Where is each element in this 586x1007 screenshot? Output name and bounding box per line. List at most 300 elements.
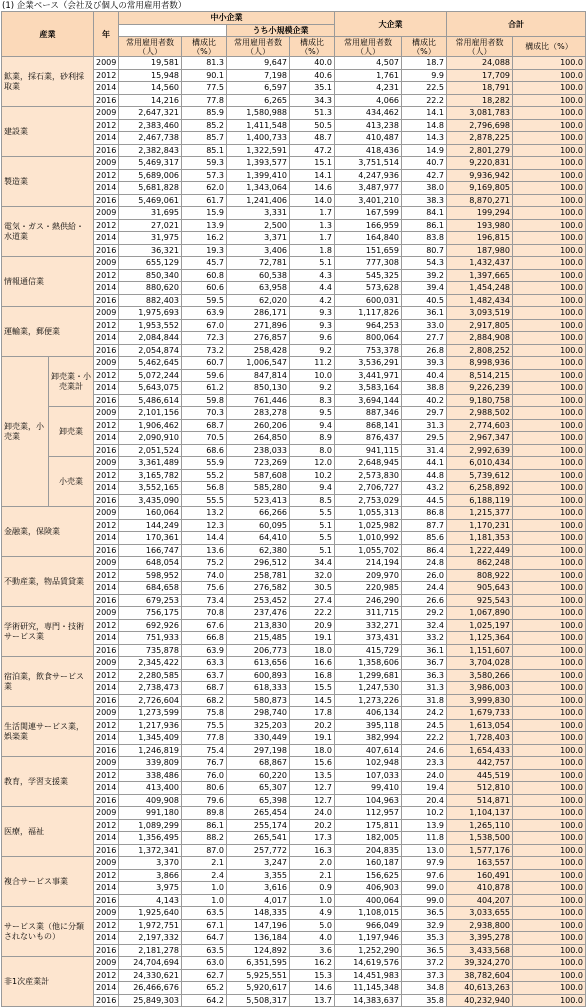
sme-ratio-cell: 77.8: [182, 732, 227, 745]
total-employees-cell: 8,514,215: [447, 369, 513, 382]
large-ratio-cell: 13.9: [402, 819, 447, 832]
total-ratio-cell: 100.0: [513, 819, 586, 832]
sme-employees-cell: 2,738,473: [119, 682, 182, 695]
large-employees-cell: 407,614: [335, 744, 402, 757]
total-ratio-cell: 100.0: [513, 619, 586, 632]
large-employees-cell: 777,308: [335, 257, 402, 270]
small-ratio-cell: 40.6: [290, 69, 335, 82]
table-row: [2, 357, 586, 370]
small-employees-cell: 215,485: [227, 632, 290, 645]
small-ratio-cell: 19.1: [290, 632, 335, 645]
small-employees-cell: 1,400,733: [227, 132, 290, 145]
total-ratio-cell: 100.0: [513, 282, 586, 295]
year-cell: 2012: [94, 919, 119, 932]
large-employees-cell: 164,840: [335, 232, 402, 245]
header-large-employees: 常用雇用者数（人）: [335, 37, 402, 57]
total-employees-cell: 410,878: [447, 882, 513, 895]
small-employees-cell: 213,830: [227, 619, 290, 632]
total-ratio-cell: 100.0: [513, 994, 586, 1007]
table-row: [2, 957, 586, 970]
year-cell: 2009: [94, 57, 119, 70]
large-ratio-cell: 99.0: [402, 894, 447, 907]
total-ratio-cell: 100.0: [513, 707, 586, 720]
small-ratio-cell: 34.3: [290, 94, 335, 107]
sme-ratio-cell: 57.3: [182, 169, 227, 182]
large-ratio-cell: 86.8: [402, 507, 447, 520]
sme-employees-cell: 2,054,874: [119, 344, 182, 357]
large-ratio-cell: 44.1: [402, 457, 447, 470]
small-ratio-cell: 14.0: [290, 194, 335, 207]
large-employees-cell: 1,010,992: [335, 532, 402, 545]
small-ratio-cell: 0.9: [290, 882, 335, 895]
total-employees-cell: 3,986,003: [447, 682, 513, 695]
sme-ratio-cell: 76.7: [182, 757, 227, 770]
large-employees-cell: 14,619,576: [335, 957, 402, 970]
small-employees-cell: 2,500: [227, 219, 290, 232]
small-ratio-cell: 50.5: [290, 119, 335, 132]
sme-employees-cell: 1,906,462: [119, 419, 182, 432]
small-employees-cell: 3,247: [227, 857, 290, 870]
industry-cell: 非1次産業計: [2, 957, 94, 1007]
total-ratio-cell: 100.0: [513, 594, 586, 607]
year-cell: 2016: [94, 894, 119, 907]
industry-cell: 生活関連サービス業，娯楽業: [2, 707, 94, 757]
total-ratio-cell: 100.0: [513, 269, 586, 282]
year-cell: 2009: [94, 707, 119, 720]
large-ratio-cell: 36.1: [402, 644, 447, 657]
large-ratio-cell: 26.8: [402, 344, 447, 357]
sme-ratio-cell: 2.4: [182, 869, 227, 882]
sme-employees-cell: 1,089,299: [119, 819, 182, 832]
small-employees-cell: 62,380: [227, 544, 290, 557]
total-employees-cell: 1,181,353: [447, 532, 513, 545]
year-cell: 2009: [94, 657, 119, 670]
small-employees-cell: 3,371: [227, 232, 290, 245]
sme-employees-cell: 1,356,495: [119, 832, 182, 845]
year-cell: 2012: [94, 469, 119, 482]
small-ratio-cell: 18.0: [290, 744, 335, 757]
small-ratio-cell: 15.1: [290, 157, 335, 170]
total-employees-cell: 1,728,403: [447, 732, 513, 745]
large-employees-cell: 868,141: [335, 419, 402, 432]
total-employees-cell: 6,188,119: [447, 494, 513, 507]
year-cell: 2014: [94, 782, 119, 795]
sme-employees-cell: 735,878: [119, 644, 182, 657]
year-cell: 2012: [94, 219, 119, 232]
total-employees-cell: 2,938,800: [447, 919, 513, 932]
sme-ratio-cell: 68.6: [182, 444, 227, 457]
year-cell: 2014: [94, 482, 119, 495]
large-ratio-cell: 31.3: [402, 419, 447, 432]
sme-employees-cell: 1,975,693: [119, 307, 182, 320]
small-ratio-cell: 24.0: [290, 807, 335, 820]
industry-cell: 卸売業，小売業: [2, 357, 49, 507]
table-row: [2, 157, 586, 170]
large-employees-cell: 204,835: [335, 844, 402, 857]
total-employees-cell: 2,917,805: [447, 319, 513, 332]
small-ratio-cell: 4.9: [290, 907, 335, 920]
sme-employees-cell: 756,175: [119, 607, 182, 620]
sme-employees-cell: 2,345,422: [119, 657, 182, 670]
total-employees-cell: 1,151,607: [447, 644, 513, 657]
large-employees-cell: 151,659: [335, 244, 402, 257]
large-ratio-cell: 13.0: [402, 844, 447, 857]
total-ratio-cell: 100.0: [513, 857, 586, 870]
small-ratio-cell: 19.1: [290, 732, 335, 745]
industry-cell: 運輸業，郵便業: [2, 307, 94, 357]
large-employees-cell: 220,985: [335, 582, 402, 595]
large-ratio-cell: 14.3: [402, 132, 447, 145]
large-employees-cell: 964,253: [335, 319, 402, 332]
total-employees-cell: 1,679,733: [447, 707, 513, 720]
small-employees-cell: 271,896: [227, 319, 290, 332]
sme-ratio-cell: 67.1: [182, 919, 227, 932]
small-employees-cell: 6,265: [227, 94, 290, 107]
table-row: [2, 257, 586, 270]
total-employees-cell: 199,294: [447, 207, 513, 220]
large-ratio-cell: 86.4: [402, 544, 447, 557]
small-ratio-cell: 13.7: [290, 994, 335, 1007]
large-employees-cell: 395,118: [335, 719, 402, 732]
small-employees-cell: 3,331: [227, 207, 290, 220]
large-ratio-cell: 42.7: [402, 169, 447, 182]
table-row: [2, 107, 586, 120]
sme-ratio-cell: 64.7: [182, 932, 227, 945]
year-cell: 2016: [94, 794, 119, 807]
sme-employees-cell: 5,072,244: [119, 369, 182, 382]
large-employees-cell: 166,959: [335, 219, 402, 232]
sme-ratio-cell: 62.0: [182, 182, 227, 195]
industry-cell: 鉱業，採石業，砂利採取業: [2, 57, 94, 107]
total-ratio-cell: 100.0: [513, 57, 586, 70]
large-employees-cell: 413,238: [335, 119, 402, 132]
large-employees-cell: 2,573,830: [335, 469, 402, 482]
small-ratio-cell: 5.5: [290, 507, 335, 520]
large-ratio-cell: 26.6: [402, 594, 447, 607]
sme-employees-cell: 25,849,303: [119, 994, 182, 1007]
year-cell: 2012: [94, 519, 119, 532]
year-cell: 2014: [94, 182, 119, 195]
table-row: [2, 757, 586, 770]
large-employees-cell: 753,378: [335, 344, 402, 357]
small-employees-cell: 64,410: [227, 532, 290, 545]
small-ratio-cell: 9.3: [290, 307, 335, 320]
small-ratio-cell: 2.1: [290, 869, 335, 882]
total-ratio-cell: 100.0: [513, 394, 586, 407]
small-employees-cell: 1,322,591: [227, 144, 290, 157]
large-employees-cell: 1,358,606: [335, 657, 402, 670]
sme-ratio-cell: 68.7: [182, 419, 227, 432]
large-employees-cell: 2,648,945: [335, 457, 402, 470]
sme-ratio-cell: 77.8: [182, 94, 227, 107]
total-employees-cell: 17,709: [447, 69, 513, 82]
sme-ratio-cell: 75.2: [182, 557, 227, 570]
total-employees-cell: 3,093,519: [447, 307, 513, 320]
sme-ratio-cell: 63.0: [182, 957, 227, 970]
total-employees-cell: 1,170,231: [447, 519, 513, 532]
year-cell: 2009: [94, 757, 119, 770]
large-ratio-cell: 26.0: [402, 569, 447, 582]
large-ratio-cell: 40.7: [402, 157, 447, 170]
small-ratio-cell: 9.6: [290, 332, 335, 345]
sme-employees-cell: 1,246,819: [119, 744, 182, 757]
total-ratio-cell: 100.0: [513, 957, 586, 970]
large-employees-cell: 167,599: [335, 207, 402, 220]
sme-employees-cell: 2,101,156: [119, 407, 182, 420]
year-cell: 2012: [94, 169, 119, 182]
total-employees-cell: 1,265,110: [447, 819, 513, 832]
small-ratio-cell: 10.0: [290, 369, 335, 382]
large-ratio-cell: 24.0: [402, 769, 447, 782]
small-employees-cell: 206,773: [227, 644, 290, 657]
total-employees-cell: 1,025,197: [447, 619, 513, 632]
large-ratio-cell: 85.6: [402, 532, 447, 545]
small-ratio-cell: 2.0: [290, 857, 335, 870]
small-ratio-cell: 10.2: [290, 469, 335, 482]
header-sme: 中小企業: [119, 12, 335, 25]
small-ratio-cell: 8.0: [290, 444, 335, 457]
small-employees-cell: 147,196: [227, 919, 290, 932]
sme-employees-cell: 2,382,843: [119, 144, 182, 157]
large-employees-cell: 1,252,290: [335, 944, 402, 957]
sme-ratio-cell: 63.9: [182, 307, 227, 320]
large-ratio-cell: 36.7: [402, 657, 447, 670]
sme-employees-cell: 2,181,278: [119, 944, 182, 957]
small-ratio-cell: 11.2: [290, 357, 335, 370]
total-employees-cell: 1,577,176: [447, 844, 513, 857]
total-ratio-cell: 100.0: [513, 69, 586, 82]
total-ratio-cell: 100.0: [513, 582, 586, 595]
sme-ratio-cell: 73.4: [182, 594, 227, 607]
large-ratio-cell: 44.5: [402, 494, 447, 507]
year-cell: 2012: [94, 69, 119, 82]
large-employees-cell: 1,273,226: [335, 694, 402, 707]
year-cell: 2016: [94, 394, 119, 407]
total-ratio-cell: 100.0: [513, 657, 586, 670]
sme-ratio-cell: 14.4: [182, 532, 227, 545]
total-ratio-cell: 100.0: [513, 494, 586, 507]
small-employees-cell: 276,582: [227, 582, 290, 595]
total-employees-cell: 862,248: [447, 557, 513, 570]
sme-ratio-cell: 59.8: [182, 394, 227, 407]
small-ratio-cell: 1.7: [290, 232, 335, 245]
large-employees-cell: 941,115: [335, 444, 402, 457]
total-ratio-cell: 100.0: [513, 507, 586, 520]
header-sme-employees: 常用雇用者数（人）: [119, 37, 182, 57]
sme-employees-cell: 3,552,165: [119, 482, 182, 495]
total-ratio-cell: 100.0: [513, 607, 586, 620]
small-employees-cell: 148,335: [227, 907, 290, 920]
small-ratio-cell: 5.0: [290, 919, 335, 932]
industry-cell: 不動産業，物品賃貸業: [2, 557, 94, 607]
large-ratio-cell: 33.0: [402, 319, 447, 332]
large-ratio-cell: 37.3: [402, 969, 447, 982]
total-employees-cell: 2,801,279: [447, 144, 513, 157]
year-cell: 2016: [94, 444, 119, 457]
large-employees-cell: 415,729: [335, 644, 402, 657]
sme-employees-cell: 2,383,460: [119, 119, 182, 132]
small-ratio-cell: 9.2: [290, 382, 335, 395]
industry-cell: 建設業: [2, 107, 94, 157]
large-ratio-cell: 32.9: [402, 919, 447, 932]
total-employees-cell: 5,739,612: [447, 469, 513, 482]
table-row: [2, 807, 586, 820]
sme-ratio-cell: 13.9: [182, 219, 227, 232]
sme-ratio-cell: 75.4: [182, 744, 227, 757]
small-ratio-cell: 16.6: [290, 657, 335, 670]
small-ratio-cell: 14.6: [290, 182, 335, 195]
total-ratio-cell: 100.0: [513, 157, 586, 170]
small-employees-cell: 1,411,548: [227, 119, 290, 132]
sme-employees-cell: 2,647,321: [119, 107, 182, 120]
large-employees-cell: 14,383,637: [335, 994, 402, 1007]
large-ratio-cell: 29.7: [402, 407, 447, 420]
sme-employees-cell: 5,469,061: [119, 194, 182, 207]
small-ratio-cell: 14.1: [290, 169, 335, 182]
large-ratio-cell: 31.3: [402, 682, 447, 695]
sme-ratio-cell: 12.3: [182, 519, 227, 532]
year-cell: 2016: [94, 144, 119, 157]
total-employees-cell: 39,324,270: [447, 957, 513, 970]
small-employees-cell: 298,740: [227, 707, 290, 720]
small-ratio-cell: 27.4: [290, 594, 335, 607]
large-ratio-cell: 35.8: [402, 994, 447, 1007]
large-ratio-cell: 40.5: [402, 294, 447, 307]
industry-cell: 学術研究，専門・技術サービス業: [2, 607, 94, 657]
total-ratio-cell: 100.0: [513, 82, 586, 95]
total-ratio-cell: 100.0: [513, 532, 586, 545]
small-ratio-cell: 8.9: [290, 432, 335, 445]
large-employees-cell: 573,628: [335, 282, 402, 295]
sme-employees-cell: 882,403: [119, 294, 182, 307]
total-ratio-cell: 100.0: [513, 169, 586, 182]
year-cell: 2012: [94, 419, 119, 432]
total-employees-cell: 1,432,437: [447, 257, 513, 270]
large-ratio-cell: 29.5: [402, 432, 447, 445]
large-employees-cell: 102,948: [335, 757, 402, 770]
large-employees-cell: 3,441,971: [335, 369, 402, 382]
small-employees-cell: 265,541: [227, 832, 290, 845]
table-body: [2, 57, 586, 1007]
sme-ratio-cell: 59.5: [182, 294, 227, 307]
small-ratio-cell: 15.3: [290, 969, 335, 982]
year-cell: 2014: [94, 582, 119, 595]
total-employees-cell: 3,433,568: [447, 944, 513, 957]
small-ratio-cell: 30.5: [290, 582, 335, 595]
table-row: [2, 607, 586, 620]
small-ratio-cell: 4.2: [290, 294, 335, 307]
small-employees-cell: 62,020: [227, 294, 290, 307]
table-row: [2, 557, 586, 570]
large-employees-cell: 887,346: [335, 407, 402, 420]
sme-employees-cell: 991,180: [119, 807, 182, 820]
small-employees-cell: 286,171: [227, 307, 290, 320]
sme-ratio-cell: 61.2: [182, 382, 227, 395]
large-employees-cell: 112,957: [335, 807, 402, 820]
total-employees-cell: 9,936,942: [447, 169, 513, 182]
small-ratio-cell: 1.0: [290, 894, 335, 907]
sme-employees-cell: 2,090,910: [119, 432, 182, 445]
total-ratio-cell: 100.0: [513, 132, 586, 145]
sme-ratio-cell: 72.3: [182, 332, 227, 345]
table-row: [2, 307, 586, 320]
total-employees-cell: 163,557: [447, 857, 513, 870]
year-cell: 2012: [94, 969, 119, 982]
small-ratio-cell: 17.8: [290, 707, 335, 720]
total-ratio-cell: 100.0: [513, 744, 586, 757]
sme-employees-cell: 751,933: [119, 632, 182, 645]
sme-employees-cell: 5,486,614: [119, 394, 182, 407]
year-cell: 2009: [94, 957, 119, 970]
sme-employees-cell: 648,054: [119, 557, 182, 570]
small-employees-cell: 237,476: [227, 607, 290, 620]
sme-employees-cell: 5,689,006: [119, 169, 182, 182]
sme-employees-cell: 850,340: [119, 269, 182, 282]
sub-industry-cell: 小売業: [49, 457, 94, 507]
total-ratio-cell: 100.0: [513, 444, 586, 457]
total-ratio-cell: 100.0: [513, 869, 586, 882]
total-ratio-cell: 100.0: [513, 769, 586, 782]
total-ratio-cell: 100.0: [513, 757, 586, 770]
small-employees-cell: 265,454: [227, 807, 290, 820]
small-ratio-cell: 13.5: [290, 769, 335, 782]
total-employees-cell: 1,125,364: [447, 632, 513, 645]
large-ratio-cell: 24.8: [402, 557, 447, 570]
sme-ratio-cell: 60.7: [182, 357, 227, 370]
sme-ratio-cell: 64.2: [182, 994, 227, 1007]
large-ratio-cell: 27.7: [402, 332, 447, 345]
sme-ratio-cell: 85.7: [182, 132, 227, 145]
industry-cell: 教育，学習支援業: [2, 757, 94, 807]
small-employees-cell: 1,399,410: [227, 169, 290, 182]
large-ratio-cell: 37.2: [402, 957, 447, 970]
large-ratio-cell: 9.9: [402, 69, 447, 82]
total-ratio-cell: 100.0: [513, 932, 586, 945]
large-employees-cell: 1,025,982: [335, 519, 402, 532]
year-cell: 2016: [94, 344, 119, 357]
sme-employees-cell: 2,197,332: [119, 932, 182, 945]
sme-employees-cell: 1,972,751: [119, 919, 182, 932]
large-ratio-cell: 36.3: [402, 669, 447, 682]
total-employees-cell: 9,220,831: [447, 157, 513, 170]
sme-employees-cell: 3,370: [119, 857, 182, 870]
large-ratio-cell: 39.2: [402, 269, 447, 282]
industry-cell: 製造業: [2, 157, 94, 207]
total-ratio-cell: 100.0: [513, 782, 586, 795]
industry-cell: 電気・ガス・熱供給・水道業: [2, 207, 94, 257]
total-ratio-cell: 100.0: [513, 194, 586, 207]
year-cell: 2014: [94, 232, 119, 245]
total-employees-cell: 2,808,252: [447, 344, 513, 357]
sme-employees-cell: 1,953,552: [119, 319, 182, 332]
large-ratio-cell: 84.1: [402, 207, 447, 220]
total-ratio-cell: 100.0: [513, 107, 586, 120]
table-row: [2, 707, 586, 720]
total-employees-cell: 40,232,940: [447, 994, 513, 1007]
year-cell: 2014: [94, 632, 119, 645]
total-employees-cell: 2,878,225: [447, 132, 513, 145]
sme-ratio-cell: 55.9: [182, 457, 227, 470]
large-employees-cell: 175,811: [335, 819, 402, 832]
total-employees-cell: 925,543: [447, 594, 513, 607]
year-cell: 2012: [94, 119, 119, 132]
total-employees-cell: 38,782,604: [447, 969, 513, 982]
total-ratio-cell: 100.0: [513, 144, 586, 157]
large-employees-cell: 966,049: [335, 919, 402, 932]
year-cell: 2016: [94, 94, 119, 107]
industry-cell: 医療，福祉: [2, 807, 94, 857]
large-ratio-cell: 36.5: [402, 907, 447, 920]
